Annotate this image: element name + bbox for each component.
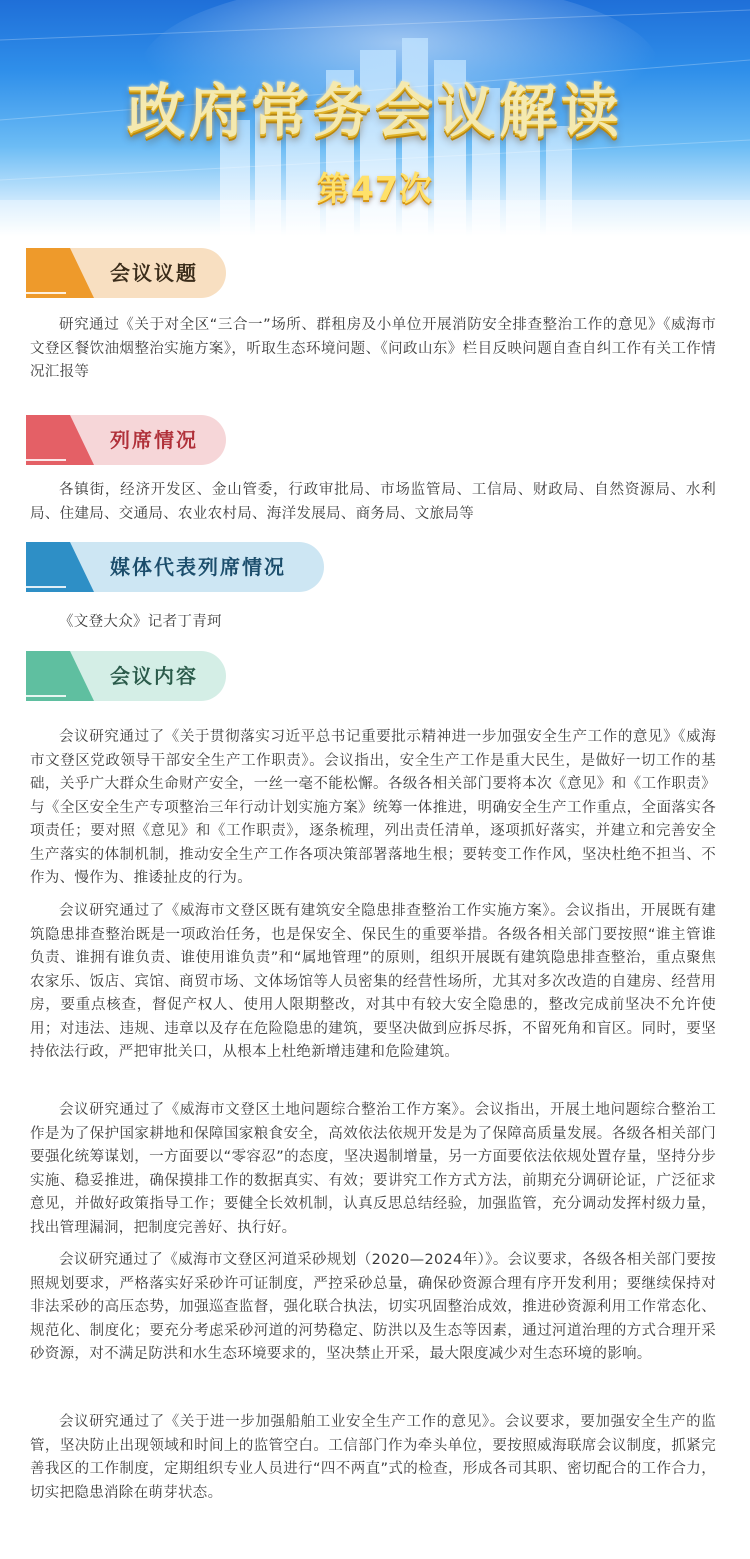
- media-text: 《文登大众》记者丁青珂: [59, 614, 222, 630]
- attendees-text: 各镇街，经济开发区、金山管委，行政审批局、市场监管局、工信局、财政局、自然资源局、水利局、住建局、交通局、农业农村局、海洋发展局、商务局、文旅局等: [30, 482, 716, 522]
- header-banner: [0, 0, 750, 236]
- session-number: 第47次: [317, 169, 433, 208]
- section-accent-rule: [26, 586, 66, 588]
- section-accent-rule: [26, 292, 66, 294]
- section-header-media: [26, 542, 326, 592]
- content-paragraph: 会议研究通过了《关于进一步加强船舶工业安全生产工作的意见》。会议要求，要加强安全生产的监管，坚决防止出现领域和时间上的监管空白。工信部门作为牵头单位，要按照威海联席会议制度，抓紧完善我区的工作制度，定期组织专业人员进行“四不两直”式的检查，形成各司其职、密切配合的工作合力，切实把隐患消除在萌芽状态。: [30, 1414, 716, 1501]
- section-header-topics: [26, 248, 326, 298]
- section-heading-content: 会议内容: [110, 664, 198, 688]
- content-paragraph: 会议研究通过了《关于贯彻落实习近平总书记重要批示精神进一步加强安全生产工作的意见》《威海市文登区党政领导干部安全生产工作职责》。会议指出，安全生产工作是重大民生，是做好一切工作的基础，关乎广大群众生命财产安全，一丝一毫不能松懈。各级各相关部门要将本次《意见》和《工作职责》与《全区安全生产专项整治三年行动计划实施方案》统筹一体推进，明确安全生产工作重点，全面落实各项责任；要对照《意见》和《工作职责》，逐条梳理，列出责任清单，逐项抓好落实，并建立和完善安全生产落实的体制机制，推动安全生产工作各项决策部署落地生根；要转变工作作风，坚决杜绝不担当、不作为、慢作为、推诿扯皮的行为。: [30, 729, 716, 886]
- section-heading-media: 媒体代表列席情况: [110, 555, 286, 579]
- section-heading-topics: 会议议题: [110, 261, 198, 285]
- section-header-content: [26, 651, 326, 701]
- content-paragraph: 会议研究通过了《威海市文登区既有建筑安全隐患排查整治工作实施方案》。会议指出，开展既有建筑隐患排查整治既是一项政治任务，也是保安全、保民生的重要举措。各级各相关部门要按照“谁主管谁负责、谁拥有谁负责、谁使用谁负责”和“属地管理”的原则，组织开展既有建筑隐患排查整治，重点聚焦农家乐、饭店、宾馆、商贸市场、文体场馆等人员密集的经营性场所，尤其对多次改造的自建房、经营用房，要重点核查，督促产权人、使用人限期整改，对其中有较大安全隐患的，整改完成前坚决不允许使用；对违法、违规、违章以及存在危险隐患的建筑，要坚决做到应拆尽拆，不留死角和盲区。同时，要坚持依法行政，严把审批关口，从根本上杜绝新增违建和危险建筑。: [30, 903, 716, 1060]
- section-header-attendees: [26, 415, 326, 465]
- section-accent-rule: [26, 459, 66, 461]
- section-heading-attendees: 列席情况: [110, 428, 198, 452]
- page-title: 政府常务会议解读: [126, 77, 623, 145]
- content-paragraph: 会议研究通过了《威海市文登区土地问题综合整治工作方案》。会议指出，开展土地问题综合整治工作是为了保护国家耕地和保障国家粮食安全，高效依法依规开发是为了保障高质量发展。各级各相关部门要强化统筹谋划，一方面要以“零容忍”的态度，坚决遏制增量，另一方面要依法依规处置存量，坚持分步实施、稳妥推进，确保摸排工作的数据真实、有效；要讲究工作方式方法，前期充分调研论证，广泛征求意见，并做好政策指导工作；要健全长效机制，认真反思总结经验，加强监管，充分调动发挥村级力量，找出管理漏洞，把制度完善好、执行好。: [30, 1102, 716, 1236]
- topics-text: 研究通过《关于对全区“三合一”场所、群租房及小单位开展消防安全排查整治工作的意见》《威海市文登区餐饮油烟整治实施方案》，听取生态环境问题、《问政山东》栏目反映问题自查自纠工作有关工作情况汇报等: [30, 317, 716, 380]
- section-accent-rule: [26, 695, 66, 697]
- content-paragraph: 会议研究通过了《威海市文登区河道采砂规划（2020—2024年）》。会议要求，各级各相关部门要按照规划要求，严格落实好采砂许可证制度，严控采砂总量，确保砂资源合理有序开发利用；要继续保持对非法采砂的高压态势，加强巡查监督，强化联合执法，切实巩固整治成效，推进砂资源利用工作常态化、规范化、制度化；要充分考虑采砂河道的河势稳定、防洪以及生态等因素，通过河道治理的方式合理开采砂资源，对不满足防洪和水生态环境要求的，坚决禁止开采，最大限度减少对生态环境的影响。: [30, 1252, 716, 1362]
